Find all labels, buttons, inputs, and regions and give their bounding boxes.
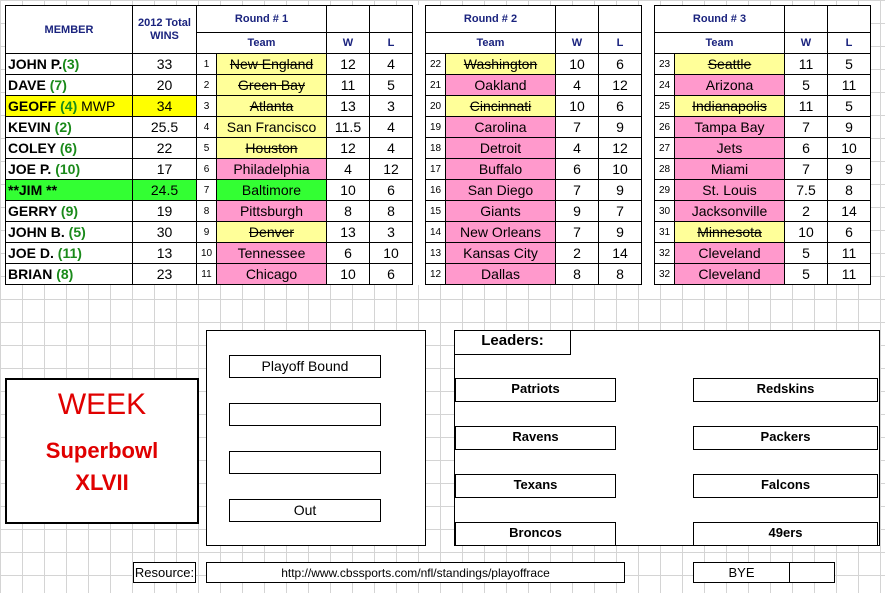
member-wins: 19 — [133, 201, 197, 222]
resource-label: Resource: — [133, 562, 196, 583]
round1-seed: 10 — [197, 243, 217, 264]
round3-team: Tampa Bay — [675, 117, 785, 138]
round3-w: 7.5 — [785, 180, 828, 201]
round2-w: 2 — [556, 243, 599, 264]
member-cell — [6, 180, 133, 201]
round1-w: 10 — [327, 180, 370, 201]
round3-seed: 27 — [655, 138, 675, 159]
table-row — [6, 117, 871, 138]
round3-w: 6 — [785, 138, 828, 159]
member-wins: 25.5 — [133, 117, 197, 138]
table-row — [6, 264, 871, 285]
round1-w: 8 — [327, 201, 370, 222]
round1-team: Atlanta — [217, 96, 327, 117]
round1-l: 6 — [370, 264, 413, 285]
round2-l: 14 — [599, 243, 642, 264]
round2-w: 6 — [556, 159, 599, 180]
round2-team: San Diego — [446, 180, 556, 201]
round1-seed: 8 — [197, 201, 217, 222]
round1-l: 3 — [370, 222, 413, 243]
round2-seed: 21 — [426, 75, 446, 96]
round1-team: Baltimore — [217, 180, 327, 201]
leaders-box — [454, 330, 880, 546]
round1-team: Green Bay — [217, 75, 327, 96]
round1-w: 11 — [327, 75, 370, 96]
round3-team: Jets — [675, 138, 785, 159]
round3-seed: 30 — [655, 201, 675, 222]
round1-w: 11.5 — [327, 117, 370, 138]
round2-seed: 18 — [426, 138, 446, 159]
round3-team: Seattle — [675, 54, 785, 75]
round3-l: 11 — [828, 264, 871, 285]
round2-team: Oakland — [446, 75, 556, 96]
round1-l: 3 — [370, 96, 413, 117]
round3-seed: 32 — [655, 243, 675, 264]
leader-afc: Patriots — [455, 378, 616, 402]
round2-l: 9 — [599, 180, 642, 201]
member-cell — [6, 54, 133, 75]
round3-seed: 32 — [655, 264, 675, 285]
round3-l: 6 — [828, 222, 871, 243]
table-row — [6, 222, 871, 243]
member-name: GEOFF — [8, 98, 57, 114]
round1-team: Chicago — [217, 264, 327, 285]
table-row — [6, 96, 871, 117]
round2-team: Detroit — [446, 138, 556, 159]
round2-seed: 19 — [426, 117, 446, 138]
member-wins: 23 — [133, 264, 197, 285]
member-wins: 34 — [133, 96, 197, 117]
round3-team: Cleveland — [675, 264, 785, 285]
round3-seed: 26 — [655, 117, 675, 138]
table-row — [6, 159, 871, 180]
round3-l: 11 — [828, 243, 871, 264]
round3-l: 9 — [828, 159, 871, 180]
l-header: L — [828, 33, 871, 54]
member-cell — [6, 117, 133, 138]
round2-w: 8 — [556, 264, 599, 285]
round3-seed: 31 — [655, 222, 675, 243]
member-header: MEMBER — [6, 6, 133, 54]
round1-l: 4 — [370, 117, 413, 138]
member-pick: (11) — [53, 245, 82, 261]
leader-nfc: Packers — [693, 426, 878, 450]
round1-team: New England — [217, 54, 327, 75]
round1-l: 4 — [370, 54, 413, 75]
member-cell — [6, 222, 133, 243]
round3-w: 2 — [785, 201, 828, 222]
round2-w: 4 — [556, 138, 599, 159]
member-wins: 33 — [133, 54, 197, 75]
round3-l: 10 — [828, 138, 871, 159]
round2-seed: 13 — [426, 243, 446, 264]
member-cell — [6, 75, 133, 96]
member-name: KEVIN — [8, 119, 51, 135]
week-name: Superbowl — [45, 438, 159, 463]
team-header: Team — [197, 33, 327, 54]
round2-l: 12 — [599, 138, 642, 159]
round2-seed: 12 — [426, 264, 446, 285]
member-name: JOE P. — [8, 161, 52, 177]
round1-w: 12 — [327, 138, 370, 159]
member-name: JOHN B. — [8, 224, 65, 240]
round1-team: San Francisco — [217, 117, 327, 138]
round3-l: 11 — [828, 75, 871, 96]
round2-l: 9 — [599, 222, 642, 243]
round1-w: 6 — [327, 243, 370, 264]
round2-w: 7 — [556, 222, 599, 243]
round3-w: 11 — [785, 54, 828, 75]
round1-seed: 9 — [197, 222, 217, 243]
round3-w: 5 — [785, 75, 828, 96]
round2-team: Washington — [446, 54, 556, 75]
round2-w: 7 — [556, 180, 599, 201]
round1-team: Pittsburgh — [217, 201, 327, 222]
round2-seed: 20 — [426, 96, 446, 117]
legend-empty-2 — [229, 451, 381, 474]
resource-url[interactable]: http://www.cbssports.com/nfl/standings/playoffrace — [206, 562, 625, 583]
round3-w: 5 — [785, 243, 828, 264]
round2-team: Cincinnati — [446, 96, 556, 117]
member-cell — [6, 159, 133, 180]
w-header: W — [556, 33, 599, 54]
leader-afc: Texans — [455, 474, 616, 498]
leader-nfc: Falcons — [693, 474, 878, 498]
round1-l: 4 — [370, 138, 413, 159]
member-cell — [6, 201, 133, 222]
l-header: L — [370, 33, 413, 54]
member-pick: (7) — [45, 77, 67, 93]
round2-seed: 22 — [426, 54, 446, 75]
round1-l: 5 — [370, 75, 413, 96]
member-name: **JIM ** — [8, 182, 58, 198]
round3-l: 5 — [828, 96, 871, 117]
leaders-title: Leaders: — [455, 331, 571, 355]
round3-l: 5 — [828, 54, 871, 75]
bye-label: BYE — [693, 562, 790, 583]
member-name: COLEY — [8, 140, 56, 156]
member-name: JOHN P. — [8, 56, 63, 72]
member-pick: (8) — [52, 266, 74, 282]
member-cell — [6, 264, 133, 285]
member-pick: (3) — [62, 56, 80, 72]
round1-l: 8 — [370, 201, 413, 222]
round2-w: 7 — [556, 117, 599, 138]
round3-team: Miami — [675, 159, 785, 180]
round2-l: 12 — [599, 75, 642, 96]
round3-w: 11 — [785, 96, 828, 117]
round2-l: 6 — [599, 96, 642, 117]
round1-w: 13 — [327, 222, 370, 243]
round2-team: New Orleans — [446, 222, 556, 243]
round3-team: Jacksonville — [675, 201, 785, 222]
round1-l: 10 — [370, 243, 413, 264]
round2-seed: 16 — [426, 180, 446, 201]
round2-l: 10 — [599, 159, 642, 180]
round2-team: Dallas — [446, 264, 556, 285]
leader-nfc: 49ers — [693, 522, 878, 546]
round3-w: 7 — [785, 159, 828, 180]
team-header: Team — [426, 33, 556, 54]
round3-w: 5 — [785, 264, 828, 285]
l-header: L — [599, 33, 642, 54]
round1-l: 6 — [370, 180, 413, 201]
round2-seed: 14 — [426, 222, 446, 243]
round2-team: Buffalo — [446, 159, 556, 180]
round2-w: 10 — [556, 96, 599, 117]
member-pick: (6) — [55, 140, 77, 156]
member-pick: (10) — [51, 161, 81, 177]
leader-afc: Ravens — [455, 426, 616, 450]
member-pick: (5) — [64, 224, 86, 240]
round2-team: Carolina — [446, 117, 556, 138]
team-header: Team — [655, 33, 785, 54]
standings-table — [5, 5, 871, 285]
round2-team: Kansas City — [446, 243, 556, 264]
round3-header: Round # 3 — [655, 6, 785, 33]
table-row — [6, 243, 871, 264]
round3-w: 7 — [785, 117, 828, 138]
week-number: XLVII — [75, 470, 129, 495]
round1-seed: 4 — [197, 117, 217, 138]
round2-seed: 15 — [426, 201, 446, 222]
round1-team: Tennessee — [217, 243, 327, 264]
member-name: DAVE — [8, 77, 46, 93]
round3-seed: 28 — [655, 159, 675, 180]
round1-team: Philadelphia — [217, 159, 327, 180]
round2-w: 10 — [556, 54, 599, 75]
w-header: W — [327, 33, 370, 54]
round1-seed: 11 — [197, 264, 217, 285]
round2-l: 7 — [599, 201, 642, 222]
round2-team: Giants — [446, 201, 556, 222]
round1-l: 12 — [370, 159, 413, 180]
round1-w: 13 — [327, 96, 370, 117]
member-wins: 30 — [133, 222, 197, 243]
member-name: BRIAN — [8, 266, 53, 282]
member-cell — [6, 96, 133, 117]
member-wins: 17 — [133, 159, 197, 180]
round3-l: 14 — [828, 201, 871, 222]
round2-l: 8 — [599, 264, 642, 285]
legend-playoff-bound: Playoff Bound — [229, 355, 381, 378]
bye-empty — [789, 562, 835, 583]
legend-box — [206, 330, 426, 546]
round2-w: 4 — [556, 75, 599, 96]
round1-seed: 5 — [197, 138, 217, 159]
round2-l: 9 — [599, 117, 642, 138]
round1-seed: 2 — [197, 75, 217, 96]
week-box — [5, 378, 199, 524]
table-row — [6, 180, 871, 201]
round1-header: Round # 1 — [197, 6, 327, 33]
round1-seed: 3 — [197, 96, 217, 117]
w-header: W — [785, 33, 828, 54]
table-row — [6, 138, 871, 159]
round3-team: Minnesota — [675, 222, 785, 243]
round3-seed: 23 — [655, 54, 675, 75]
member-pick: (4) — [56, 98, 78, 114]
round1-seed: 6 — [197, 159, 217, 180]
round3-team: Arizona — [675, 75, 785, 96]
round1-w: 4 — [327, 159, 370, 180]
round3-w: 10 — [785, 222, 828, 243]
round2-w: 9 — [556, 201, 599, 222]
round3-seed: 29 — [655, 180, 675, 201]
round3-team: St. Louis — [675, 180, 785, 201]
leader-afc: Broncos — [455, 522, 616, 546]
round1-w: 12 — [327, 54, 370, 75]
member-pick: (9) — [57, 203, 79, 219]
legend-empty-1 — [229, 403, 381, 426]
table-row — [6, 54, 871, 75]
member-wins: 20 — [133, 75, 197, 96]
round3-team: Cleveland — [675, 243, 785, 264]
table-row — [6, 75, 871, 96]
table-row — [6, 201, 871, 222]
round3-seed: 24 — [655, 75, 675, 96]
leader-nfc: Redskins — [693, 378, 878, 402]
member-cell — [6, 243, 133, 264]
member-wins: 22 — [133, 138, 197, 159]
member-wins: 24.5 — [133, 180, 197, 201]
member-cell — [6, 138, 133, 159]
round3-l: 8 — [828, 180, 871, 201]
round2-header: Round # 2 — [426, 6, 556, 33]
member-name: GERRY — [8, 203, 58, 219]
round3-team: Indianapolis — [675, 96, 785, 117]
round2-seed: 17 — [426, 159, 446, 180]
round1-team: Houston — [217, 138, 327, 159]
member-wins: 13 — [133, 243, 197, 264]
member-name: JOE D. — [8, 245, 54, 261]
round1-w: 10 — [327, 264, 370, 285]
round3-seed: 25 — [655, 96, 675, 117]
round1-seed: 7 — [197, 180, 217, 201]
round1-team: Denver — [217, 222, 327, 243]
legend-out: Out — [229, 499, 381, 522]
week-label: WEEK — [57, 388, 147, 421]
round3-l: 9 — [828, 117, 871, 138]
round2-l: 6 — [599, 54, 642, 75]
member-suffix: MWP — [77, 98, 116, 114]
wins-header: 2012 Total WINS — [133, 6, 197, 54]
member-pick: (2) — [50, 119, 72, 135]
round1-seed: 1 — [197, 54, 217, 75]
